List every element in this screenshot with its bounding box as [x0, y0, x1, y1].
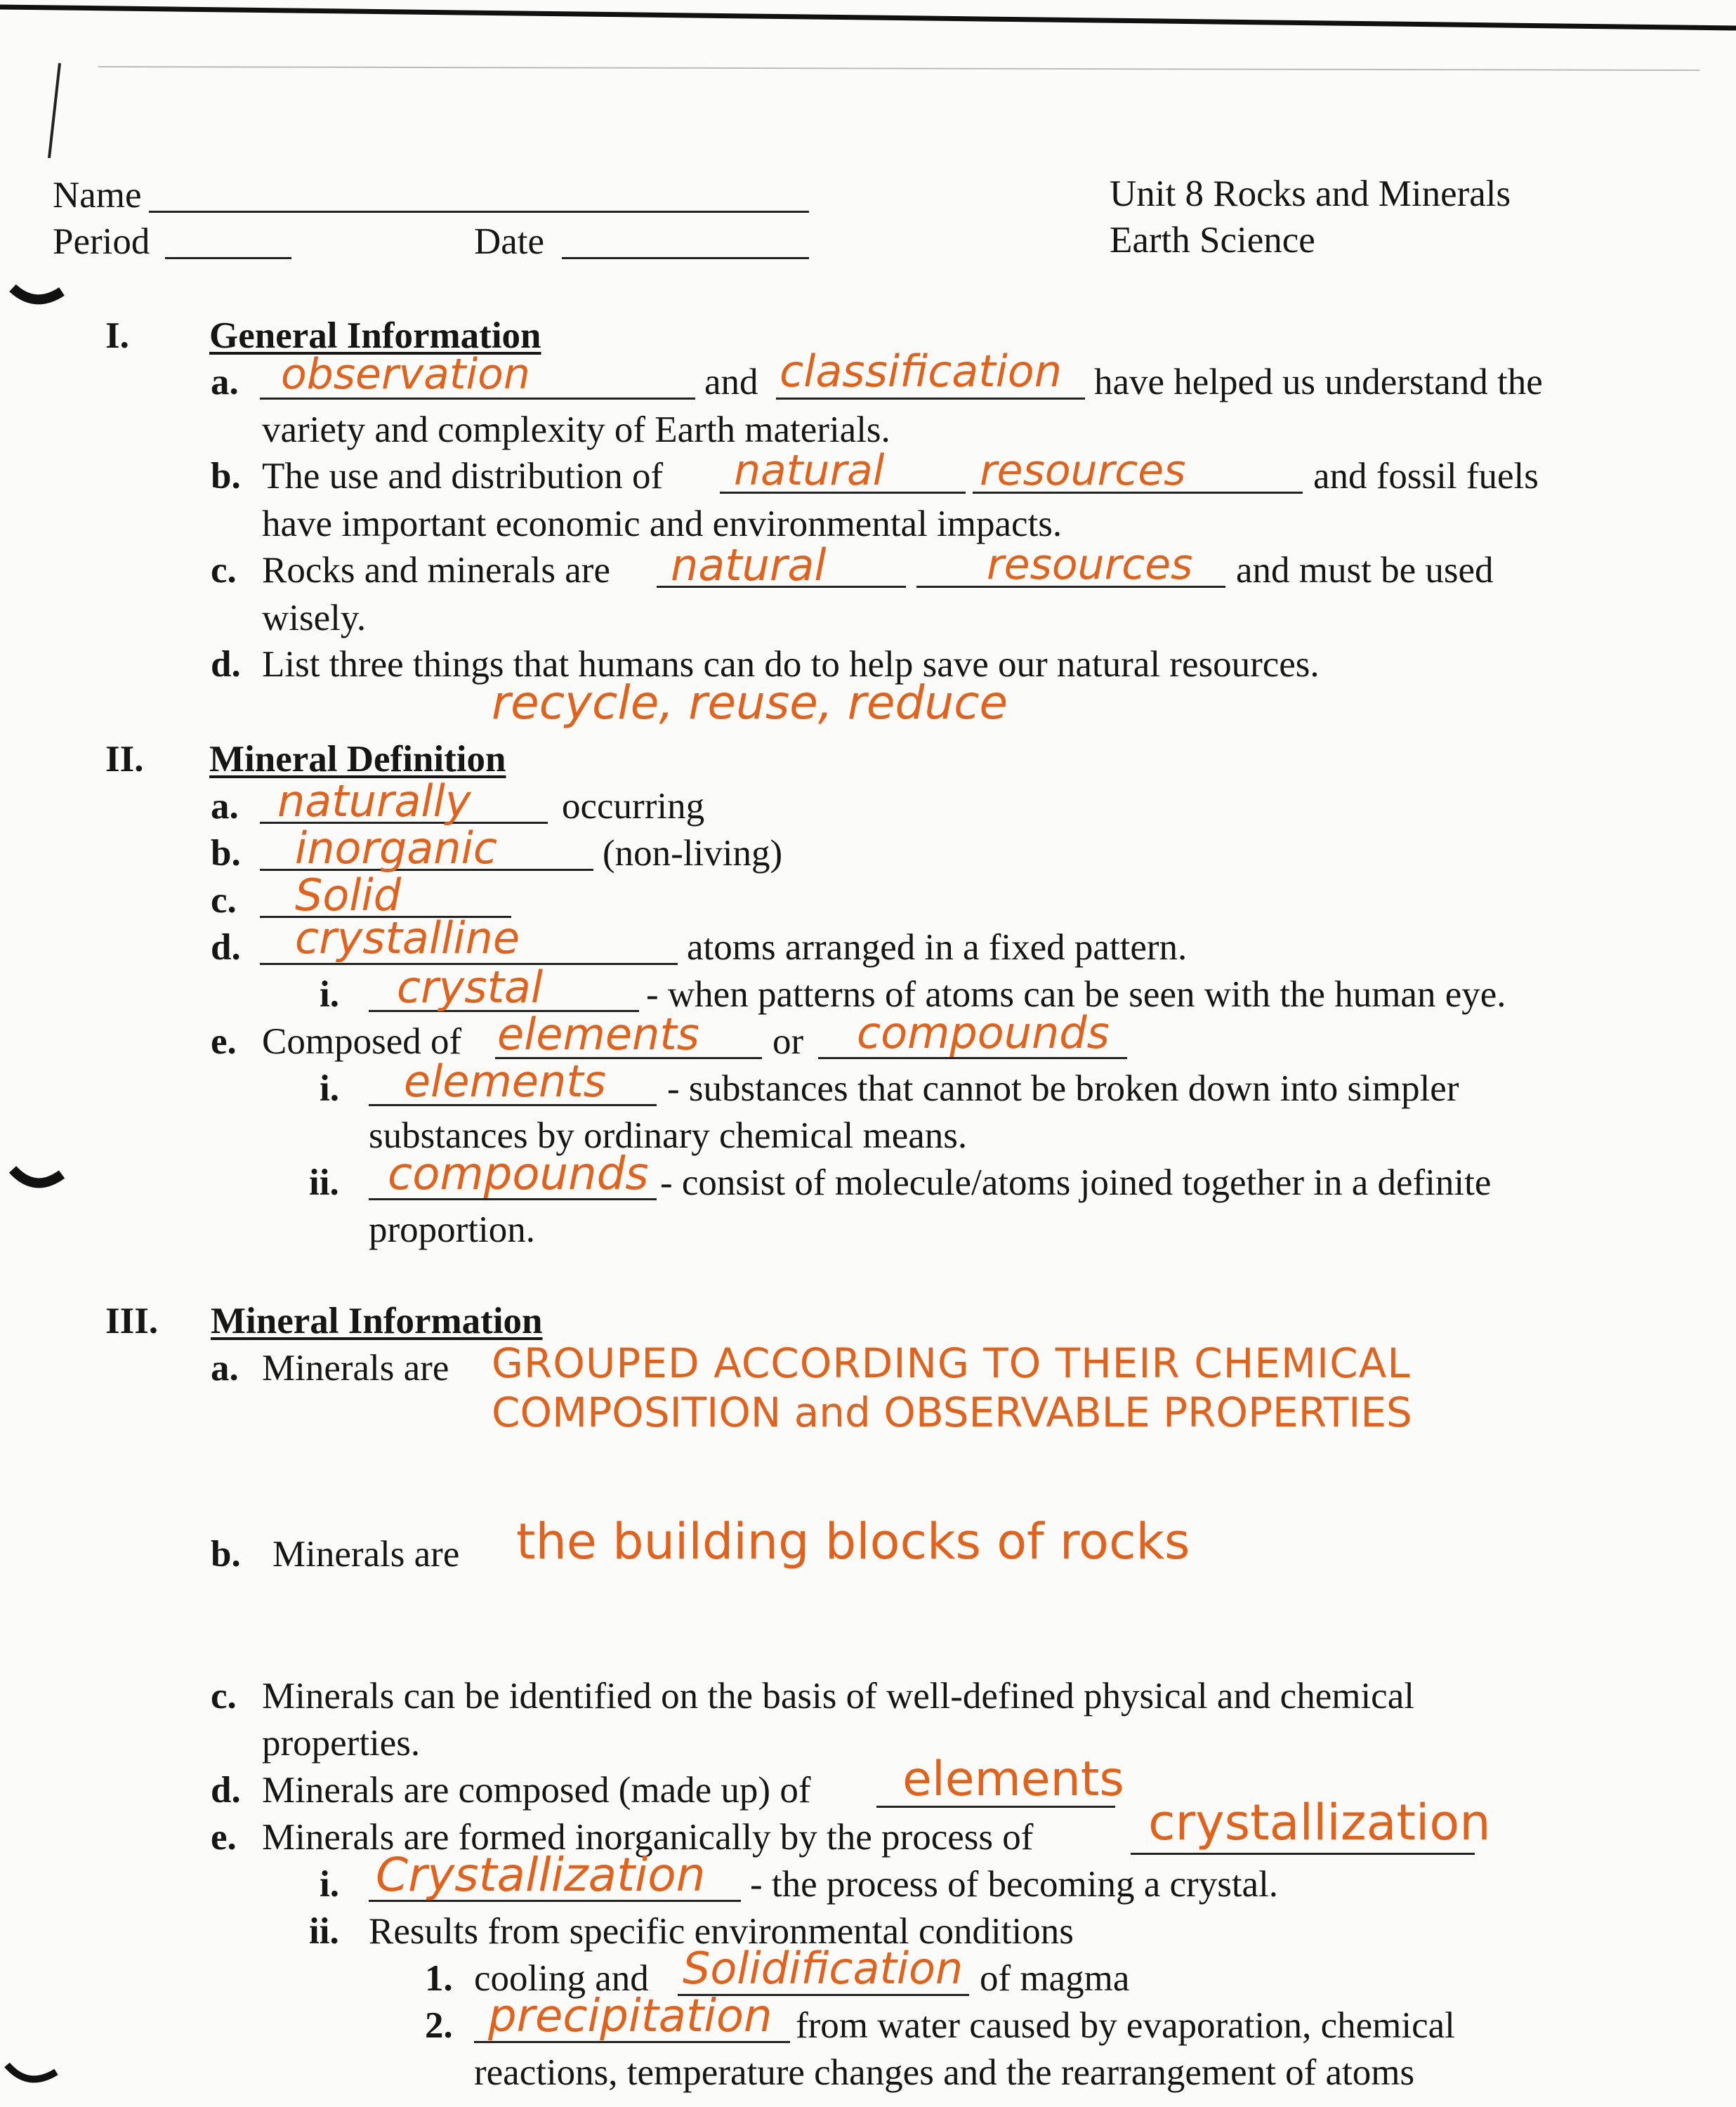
item-1c-cont: wisely.: [262, 598, 367, 638]
item-1a-and: and: [704, 362, 758, 402]
item-1b-label: b.: [211, 456, 241, 497]
item-1b-answer-2: resources: [980, 446, 1186, 495]
item-2d-i-label: i.: [320, 974, 339, 1015]
item-2d-after: atoms arranged in a fixed pattern.: [687, 927, 1188, 968]
item-3e-i-label: i.: [320, 1864, 339, 1905]
item-1d-answer: recycle, reuse, reduce: [492, 676, 1008, 730]
item-3c-cont: properties.: [262, 1723, 421, 1764]
item-1b-answer-1: natural: [734, 446, 885, 495]
item-1c-after: and must be used: [1236, 550, 1494, 591]
item-3e-ii-2-cont: reactions, temperature changes and the rearrangement of atoms: [474, 2052, 1415, 2093]
item-3e-label: e.: [211, 1817, 237, 1858]
item-2e-ii-cont: proportion.: [369, 1209, 535, 1250]
item-2e-or: or: [772, 1021, 804, 1062]
item-2b-after: (non-living): [603, 833, 783, 874]
item-3d-before: Minerals are composed (made up) of: [262, 1770, 811, 1811]
item-1c-answer-1: natural: [671, 539, 827, 591]
item-2e-answer-1: elements: [497, 1009, 699, 1060]
item-3a-answer-line-1: GROUPED ACCORDING TO THEIR CHEMICAL: [492, 1339, 1411, 1387]
item-3a-before: Minerals are: [262, 1348, 449, 1389]
section-3-numeral: III.: [105, 1301, 159, 1341]
section-2-title: Mineral Definition: [209, 739, 506, 780]
item-3e-i-answer: Crystallization: [376, 1848, 706, 1902]
item-3e-ii-1-label: 1.: [425, 1958, 453, 1999]
item-2d-answer: crystalline: [295, 912, 520, 964]
date-blank[interactable]: [562, 257, 809, 259]
item-2e-i-cont: substances by ordinary chemical means.: [369, 1115, 968, 1156]
item-2e-i-answer: elements: [404, 1056, 606, 1107]
item-2c-label: c.: [211, 880, 237, 921]
item-2d-label: d.: [211, 927, 241, 968]
item-1a-after: have helped us understand the: [1094, 362, 1543, 402]
item-1b-before: The use and distribution of: [262, 456, 664, 497]
item-1a-cont: variety and complexity of Earth materials.: [262, 409, 890, 450]
section-1-title: General Information: [209, 315, 541, 356]
item-1b-cont: have important economic and environmental impacts.: [262, 504, 1063, 544]
item-2b-label: b.: [211, 833, 241, 874]
item-1c-answer-2: resources: [987, 540, 1193, 589]
course-name: Earth Science: [1110, 220, 1315, 261]
item-2e-ii-after: - consist of molecule/atoms joined together in a definite: [660, 1162, 1492, 1203]
unit-title: Unit 8 Rocks and Minerals: [1110, 173, 1511, 214]
item-1d-label: d.: [211, 644, 241, 685]
item-3e-ii-2-after: from water caused by evaporation, chemical: [796, 2005, 1455, 2046]
item-3c-label: c.: [211, 1676, 237, 1717]
item-1a-answer-2: classification: [780, 346, 1063, 397]
item-2d-i-answer: crystal: [397, 961, 544, 1013]
item-3b-answer: the building blocks of rocks: [516, 1513, 1190, 1570]
item-3e-ii-2-label: 2.: [425, 2005, 453, 2046]
item-1c-before: Rocks and minerals are: [262, 550, 610, 591]
item-2e-answer-2: compounds: [857, 1007, 1110, 1058]
item-3a-answer-line-2: COMPOSITION and OBSERVABLE PROPERTIES: [492, 1389, 1412, 1436]
item-3e-ii-label: ii.: [309, 1911, 339, 1952]
name-blank[interactable]: [149, 211, 809, 213]
item-3e-answer: crystallization: [1148, 1794, 1491, 1851]
item-2a-answer: naturally: [277, 775, 471, 827]
item-3e-ii-1-after: of magma: [980, 1958, 1130, 1999]
item-1a-blank-2[interactable]: [776, 398, 1085, 400]
item-3d-answer: elements: [902, 1752, 1124, 1807]
item-1a-answer-1: observation: [281, 350, 530, 399]
item-2a-after: occurring: [562, 786, 705, 827]
item-3e-before: Minerals are formed inorganically by the process of: [262, 1817, 1034, 1858]
item-2e-ii-answer: compounds: [388, 1148, 649, 1200]
date-label: Date: [474, 221, 545, 262]
item-3e-i-after: - the process of becoming a crystal.: [750, 1864, 1279, 1905]
section-2-numeral: II.: [105, 739, 144, 780]
period-blank[interactable]: [165, 257, 291, 259]
item-3d-label: d.: [211, 1770, 241, 1811]
item-2a-label: a.: [211, 786, 239, 827]
item-3c-text: Minerals can be identified on the basis of well-defined physical and chemical: [262, 1676, 1414, 1717]
item-1a-label: a.: [211, 362, 239, 402]
item-2e-i-label: i.: [320, 1068, 339, 1109]
item-2b-answer: inorganic: [295, 822, 497, 874]
item-2d-i-after: - when patterns of atoms can be seen with the human eye.: [646, 974, 1506, 1015]
item-3e-ii-text: Results from specific environmental conditions: [369, 1911, 1074, 1952]
item-3a-label: a.: [211, 1348, 239, 1389]
item-3e-ii-1-before: cooling and: [474, 1958, 649, 1999]
section-3-title: Mineral Information: [211, 1301, 543, 1341]
name-label: Name: [53, 175, 142, 216]
item-3b-before: Minerals are: [272, 1534, 460, 1575]
item-3e-ii-2-answer: precipitation: [488, 1990, 772, 2042]
item-2e-before: Composed of: [262, 1021, 462, 1062]
item-1d-text: List three things that humans can do to help save our natural resources.: [262, 644, 1320, 685]
item-3e-blank[interactable]: [1131, 1853, 1475, 1855]
item-2c-answer: Solid: [295, 869, 402, 921]
item-3b-label: b.: [211, 1534, 241, 1575]
item-2e-ii-label: ii.: [309, 1162, 339, 1203]
item-2e-label: e.: [211, 1021, 237, 1062]
period-label: Period: [53, 221, 150, 262]
item-2e-i-after: - substances that cannot be broken down into simpler: [667, 1068, 1459, 1109]
item-1c-label: c.: [211, 550, 237, 591]
item-1b-after: and fossil fuels: [1313, 456, 1539, 497]
item-3e-ii-1-answer: Solidification: [683, 1943, 964, 1994]
section-1-numeral: I.: [105, 315, 129, 356]
